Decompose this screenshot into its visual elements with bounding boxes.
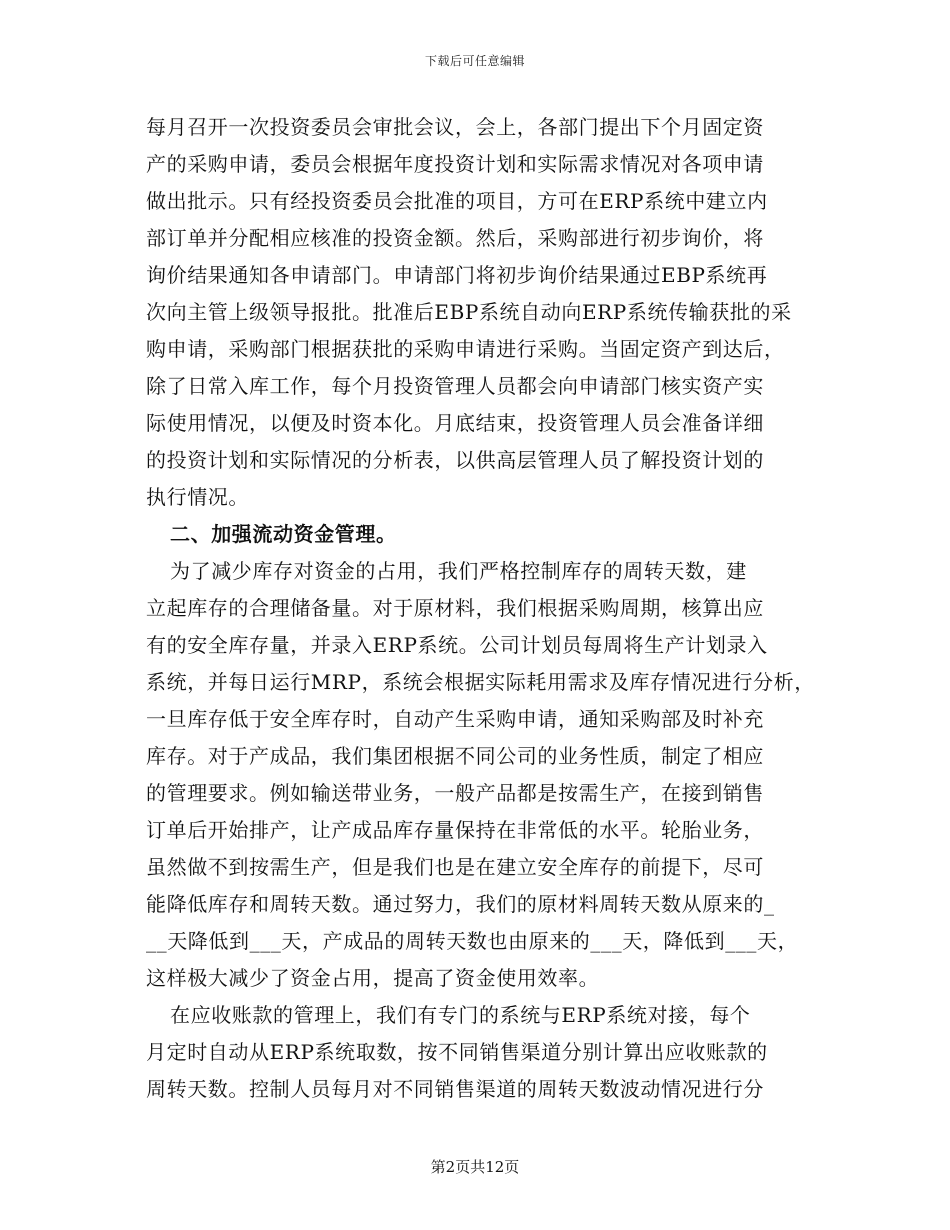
section-heading (146, 516, 826, 553)
text-line: 虽然做不到按需生产，但是我们也是在建立安全库存的前提下，尽可 (146, 855, 764, 879)
text-line: 际使用情况，以便及时资本化。月底结束，投资管理人员会准备详细 (146, 411, 764, 435)
text-line: 询价结果通知各申请部门。申请部门将初步询价结果通过EBP系统再 (146, 263, 768, 287)
text-line: 执行情况。 (146, 485, 249, 509)
text-line: 产的采购申请，委员会根据年度投资计划和实际需求情况对各项申请 (146, 152, 764, 176)
text-line: 做出批示。只有经投资委员会批准的项目，方可在ERP系统中建立内 (146, 189, 768, 213)
text-line: 在应收账款的管理上，我们有专门的系统与ERP系统对接，每个 (170, 1003, 751, 1027)
text-line: 购申请，采购部门根据获批的采购申请进行采购。当固定资产到达后， (146, 337, 785, 361)
text-line: 订单后开始排产，让产成品库存量保持在非常低的水平。轮胎业务， (146, 818, 764, 842)
text-line: 次向主管上级领导报批。批准后EBP系统自动向ERP系统传输获批的采 (146, 300, 792, 324)
text-line: 有的安全库存量，并录入ERP系统。公司计划员每周将生产计划录入 (146, 633, 768, 657)
text-line: 除了日常入库工作，每个月投资管理人员都会向申请部门核实资产实 (146, 374, 764, 398)
text-line: 周转天数。控制人员每月对不同销售渠道的周转天数波动情况进行分 (146, 1077, 764, 1101)
heading-text: 二、加强流动资金管理。 (170, 522, 397, 546)
paragraph (146, 553, 826, 997)
text-line: 库存。对于产成品，我们集团根据不同公司的业务性质，制定了相应 (146, 744, 764, 768)
text-line: 立起库存的合理储备量。对于原材料，我们根据采购周期，核算出应 (146, 596, 764, 620)
text-line: 的管理要求。例如输送带业务，一般产品都是按需生产，在接到销售 (146, 781, 764, 805)
page-header: 下载后可任意编辑 (424, 54, 525, 68)
paragraph (146, 997, 826, 1108)
text-line: 的投资计划和实际情况的分析表，以供高层管理人员了解投资计划的 (146, 448, 764, 472)
text-line: 一旦库存低于安全库存时，自动产生采购申请，通知采购部及时补充 (146, 707, 764, 731)
text-line: 每月召开一次投资委员会审批会议，会上，各部门提出下个月固定资 (146, 115, 764, 139)
text-line: 能降低库存和周转天数。通过努力，我们的原材料周转天数从原来的_ (146, 892, 775, 916)
text-line: __天降低到___天，产成品的周转天数也由原来的___天，降低到___天， (146, 929, 799, 953)
page-number-footer: 第2页共12页 (430, 1158, 520, 1176)
text-line: 系统，并每日运行MRP，系统会根据实际耗用需求及库存情况进行分析， (146, 670, 815, 694)
document-body (146, 109, 826, 1108)
text-line: 为了减少库存对资金的占用，我们严格控制库存的周转天数，建 (170, 559, 747, 583)
paragraph (146, 109, 826, 516)
text-line: 部订单并分配相应核准的投资金额。然后，采购部进行初步询价，将 (146, 226, 764, 250)
text-line: 这样极大减少了资金占用，提高了资金使用效率。 (146, 966, 600, 990)
text-line: 月定时自动从ERP系统取数，按不同销售渠道分别计算出应收账款的 (146, 1040, 768, 1064)
